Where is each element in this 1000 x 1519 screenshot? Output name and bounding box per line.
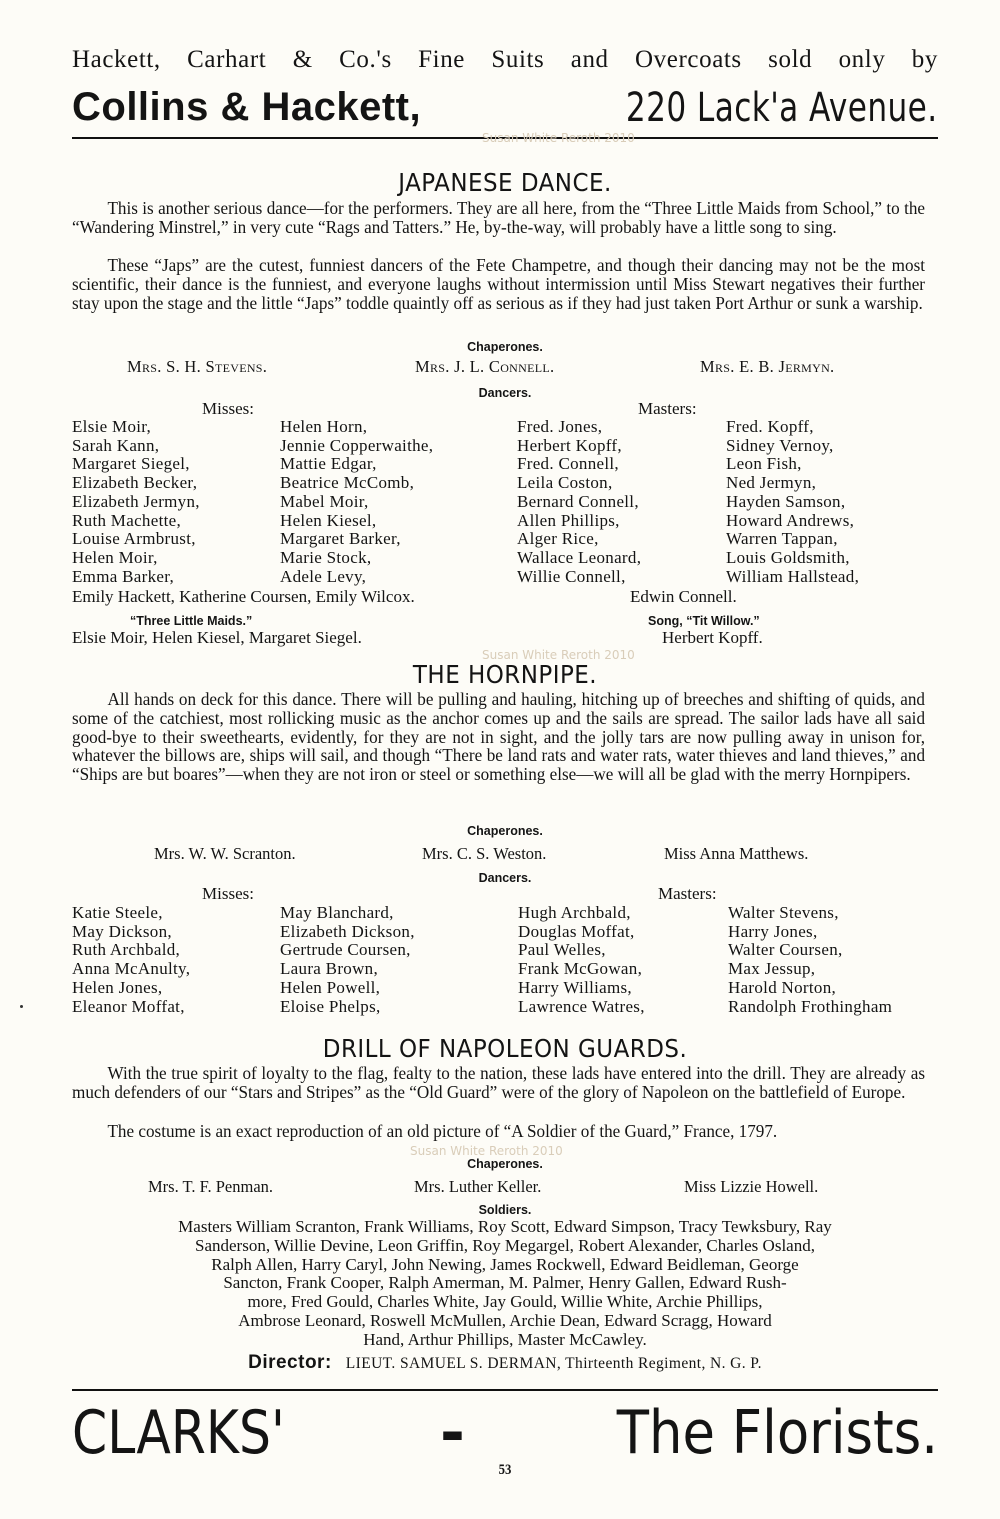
dancer-name: Helen Powell, xyxy=(280,977,381,997)
dancer-name: Willie Connell, xyxy=(517,566,626,586)
dancer-name: Lawrence Watres, xyxy=(518,996,645,1016)
chaperone: Mrs. J. L. Connell. xyxy=(415,357,555,376)
dancer-name: Harold Norton, xyxy=(728,977,837,997)
chaperone: Mrs. S. H. Stevens. xyxy=(127,357,268,376)
dancer-name: Sidney Vernoy, xyxy=(726,435,834,455)
dancer-name: Elizabeth Becker, xyxy=(72,473,198,493)
ad-dash: - xyxy=(440,1398,465,1468)
chaperone: Mrs. T. F. Penman. xyxy=(148,1177,274,1196)
dancers-heading: Dancers. xyxy=(478,386,532,400)
dancer-name: Paul Welles, xyxy=(518,940,606,960)
dancer-name: Gertrude Coursen, xyxy=(280,940,411,960)
dancers-heading: Dancers. xyxy=(478,871,532,885)
dancer-name: Allen Phillips, xyxy=(517,510,620,530)
dancer-name: Hayden Samson, xyxy=(726,491,846,511)
chaperones-heading: Chaperones. xyxy=(467,1157,543,1171)
misses-column-1 xyxy=(72,904,190,1016)
dancer-name: Helen Jones, xyxy=(72,977,163,997)
napoleon-paragraph-2: The costume is an exact reproduction of an old picture of “A Soldier of the Guard,” France, 1797. xyxy=(107,1121,778,1141)
dancer-name: William Hallstead, xyxy=(726,566,860,586)
masters-column-1 xyxy=(518,904,645,1016)
chaperones-row xyxy=(72,1177,938,1197)
dancer-name: Louis Goldsmith, xyxy=(726,547,850,567)
dancer-name: Max Jessup, xyxy=(728,959,816,979)
hornpipe-paragraph: All hands on deck for this dance. There will be pulling and hauling, hitching up of breeches and shifting of quids, and some of the catchiest, most rollicking music as the anchor comes up and the sails are spread. The sailor lads have all said good-bye to their sweethearts, evidently, for they are not in sight, and the jolly tars are now pulling away in unison for, whatever the billows are, ships will sail, and though “There be land rats and water rats, water thieves and land thieves,” and “Ships are but boares”—when they are not iron or steel or something else—we will all be glad with the merry Hornpipers. xyxy=(72,689,926,785)
ad-tagline: Hackett, Carhart & Co.'s Fine Suits and Overcoats sold only by xyxy=(72,46,938,73)
dancer-name: Ned Jermyn, xyxy=(726,473,817,493)
director-label: Director: xyxy=(248,1352,332,1373)
soldiers-line: Ralph Allen, Harry Caryl, John Newing, James Rockwell, Edward Beidleman, George xyxy=(211,1254,799,1274)
chaperone: Mrs. W. W. Scranton. xyxy=(154,844,296,863)
masters-column-1 xyxy=(517,418,641,586)
dancer-name: Marie Stock, xyxy=(280,547,372,567)
dancer-name: Bernard Connell, xyxy=(517,491,639,511)
soldiers-line: Ambrose Leonard, Roswell McMullen, Archie Dean, Edward Scragg, Howard xyxy=(238,1310,772,1330)
dancer-name: Helen Horn, xyxy=(280,417,368,436)
dancer-name: Herbert Kopff, xyxy=(517,435,622,455)
soldiers-line: Masters William Scranton, Frank Williams, Roy Scott, Edward Simpson, Tracy Tewksbury, Ray xyxy=(178,1217,832,1236)
dancer-name: Elsie Moir, xyxy=(72,417,152,436)
napoleon-paragraph-1: With the true spirit of loyalty to the flag, fealty to the nation, these lads have entered into the drill. They are already as much defenders of our “Stars and Stripes” as the “Old Guard” were of the glory of Napoleon on the battlefield of Europe. xyxy=(72,1063,926,1102)
dancer-name: Randolph Frothingham xyxy=(728,996,893,1016)
dancer-name: Eloise Phelps, xyxy=(280,996,381,1016)
dancer-name: Helen Kiesel, xyxy=(280,510,377,530)
japanese-dance-paragraph-2: These “Japs” are the cutest, funniest dancers of the Fete Champetre, and though their dancing may not be the most scientific, their dance is the funniest, and everyone laughs without intermission until Miss Stewart negatives their further stay upon the stage and the little “Japs” toddle quaintly off as serious as if they had just taken Port Arthur or sunk a warship. xyxy=(72,255,926,313)
dancer-name: Eleanor Moffat, xyxy=(72,996,185,1016)
dancer-name: Sarah Kann, xyxy=(72,435,160,455)
ad-top-banner xyxy=(72,85,938,135)
japanese-dance-paragraph-1: This is another serious dance—for the performers. They are all here, from the “Three Little Maids from School,” to the “Wandering Minstrel,” in very cute “Rags and Tatters.” He, by-the-way, will probably have a little song to sing. xyxy=(72,198,926,237)
chaperones-heading: Chaperones. xyxy=(467,340,543,354)
dancer-name: Harry Jones, xyxy=(728,921,818,941)
chaperone: Miss Lizzie Howell. xyxy=(684,1177,819,1196)
ad-store-address: 220 Lack'a Avenue. xyxy=(626,85,938,131)
chaperone: Mrs. C. S. Weston. xyxy=(422,844,547,863)
misses-column-2 xyxy=(280,418,433,586)
section-title-napoleon-guards: DRILL OF NAPOLEON GUARDS. xyxy=(322,1034,688,1063)
dancer-name: Ruth Archbald, xyxy=(72,940,181,960)
soldiers-line: Hand, Arthur Phillips, Master McCawley. xyxy=(363,1329,647,1349)
song-heading: Song, “Tit Willow.” xyxy=(648,614,760,628)
masters-last-line: Edwin Connell. xyxy=(630,587,737,606)
dancer-name: Anna McAnulty, xyxy=(72,959,191,979)
dancer-name: Adele Levy, xyxy=(280,566,367,586)
ad-florist-tagline: The Florists. xyxy=(616,1398,938,1468)
dancer-name: May Dickson, xyxy=(72,921,172,941)
director-name: LIEUT. SAMUEL S. DERMAN, Thirteenth Regiment, N. G. P. xyxy=(345,1355,762,1372)
watermark: Susan White Reroth 2010 xyxy=(410,1144,563,1158)
bottom-divider xyxy=(72,1389,938,1391)
dancer-name: Alger Rice, xyxy=(517,529,599,549)
dancer-name: Douglas Moffat, xyxy=(518,921,635,941)
dancer-name: Mattie Edgar, xyxy=(280,454,377,474)
ad-store-name: Collins & Hackett, xyxy=(72,85,422,129)
watermark: Susan White Reroth 2010 xyxy=(482,648,635,662)
dancer-name: Beatrice McComb, xyxy=(280,473,415,493)
director-line xyxy=(72,1352,938,1374)
masters-column-2 xyxy=(726,418,859,586)
masters-heading: Masters: xyxy=(658,884,717,903)
dancer-name: Elizabeth Jermyn, xyxy=(72,491,200,511)
dancer-name: Laura Brown, xyxy=(280,959,379,979)
ad-florist-name: CLARKS' xyxy=(72,1398,285,1468)
three-little-maids-performers: Elsie Moir, Helen Kiesel, Margaret Siegel. xyxy=(72,628,362,647)
dancer-name: Jennie Copperwaithe, xyxy=(280,435,434,455)
chaperone: Mrs. E. B. Jermyn. xyxy=(700,357,835,376)
misses-heading: Misses: xyxy=(202,399,254,418)
dancer-name: Elizabeth Dickson, xyxy=(280,921,415,941)
chaperones-row xyxy=(72,357,938,377)
soldiers-line: Sancton, Frank Cooper, Ralph Amerman, M. Palmer, Henry Gallen, Edward Rush- xyxy=(223,1273,787,1293)
dancer-name: Emma Barker, xyxy=(72,566,175,586)
dancer-name: Hugh Archbald, xyxy=(518,903,631,922)
dancer-name: Fred. Connell, xyxy=(517,454,619,474)
song-singer: Herbert Kopff. xyxy=(662,628,763,647)
misses-last-line: Emily Hackett, Katherine Coursen, Emily Wilcox. xyxy=(72,587,415,606)
dancer-name: Walter Stevens, xyxy=(728,903,839,922)
dancer-name: Fred. Jones, xyxy=(517,417,603,436)
chaperones-heading: Chaperones. xyxy=(467,824,543,838)
dancer-name: Louise Armbrust, xyxy=(72,529,196,549)
dancer-name: Margaret Siegel, xyxy=(72,454,190,474)
dancer-name: Fred. Kopff, xyxy=(726,417,814,436)
masters-heading: Masters: xyxy=(638,399,697,418)
chaperones-row xyxy=(72,844,938,864)
soldiers-list xyxy=(72,1218,938,1350)
misses-column-1 xyxy=(72,418,200,586)
dancer-name: May Blanchard, xyxy=(280,903,394,922)
watermark: Susan White Reroth 2010 xyxy=(482,131,635,145)
scan-speck xyxy=(20,1005,23,1008)
three-little-maids-heading: “Three Little Maids.” xyxy=(130,614,253,628)
section-title-japanese-dance: JAPANESE DANCE. xyxy=(398,168,612,197)
dancer-name: Harry Williams, xyxy=(518,977,632,997)
soldiers-heading: Soldiers. xyxy=(478,1203,532,1217)
page-number: 53 xyxy=(498,1462,512,1478)
chaperone: Miss Anna Matthews. xyxy=(664,844,809,863)
chaperone: Mrs. Luther Keller. xyxy=(414,1177,542,1196)
dancer-name: Wallace Leonard, xyxy=(517,547,642,567)
misses-column-2 xyxy=(280,904,415,1016)
section-title-hornpipe: THE HORNPIPE. xyxy=(412,660,598,689)
soldiers-line: Sanderson, Willie Devine, Leon Griffin, Roy Megargel, Robert Alexander, Charles Osland, xyxy=(195,1235,815,1255)
dancer-name: Helen Moir, xyxy=(72,547,158,567)
dancer-name: Leila Coston, xyxy=(517,473,613,493)
dancer-name: Margaret Barker, xyxy=(280,529,401,549)
dancer-name: Ruth Machette, xyxy=(72,510,182,530)
dancer-name: Leon Fish, xyxy=(726,454,802,474)
dancer-name: Frank McGowan, xyxy=(518,959,643,979)
misses-heading: Misses: xyxy=(202,884,254,903)
dancer-name: Katie Steele, xyxy=(72,903,163,922)
dancer-name: Warren Tappan, xyxy=(726,529,838,549)
dancer-name: Mabel Moir, xyxy=(280,491,369,511)
dancer-name: Walter Coursen, xyxy=(728,940,843,960)
ad-bottom-banner xyxy=(72,1398,938,1468)
soldiers-line: more, Fred Gould, Charles White, Jay Gould, Willie White, Archie Phillips, xyxy=(247,1292,763,1312)
masters-column-2 xyxy=(728,904,892,1016)
dancer-name: Howard Andrews, xyxy=(726,510,855,530)
